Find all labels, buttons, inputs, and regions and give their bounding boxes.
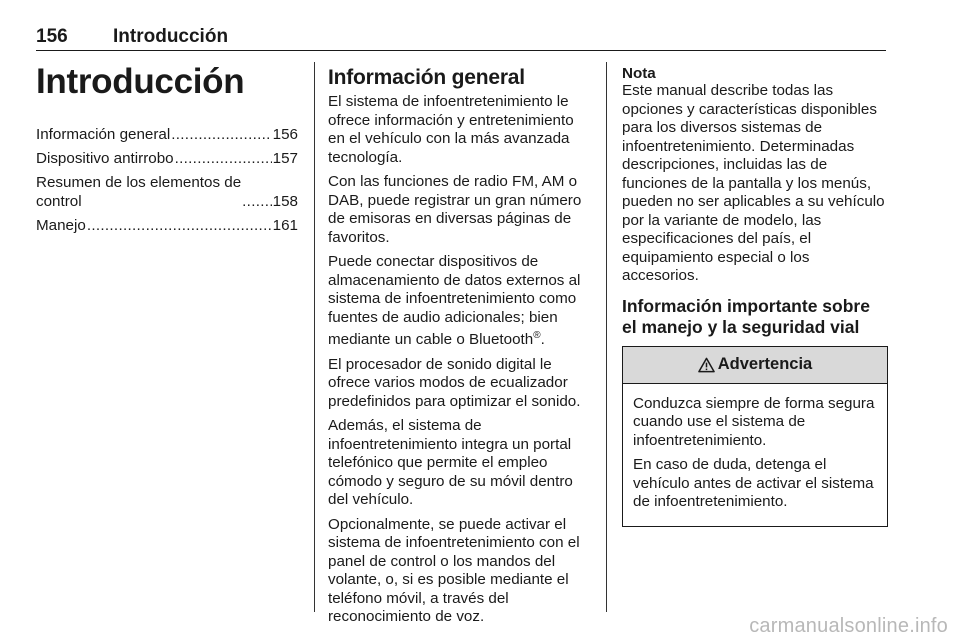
paragraph-end: . xyxy=(540,331,545,349)
column-divider xyxy=(606,62,607,612)
toc-item-page: 157 xyxy=(272,150,298,167)
toc-item[interactable] xyxy=(36,125,298,144)
paragraph: El sistema de infoentretenimiento le ofrece información y entretenimiento en el vehículo con la más avanzada tecnología. xyxy=(328,93,574,166)
running-chapter-title: Introducción xyxy=(113,26,229,47)
general-info-column xyxy=(328,66,592,633)
paragraph xyxy=(328,253,592,350)
paragraph-text: Puede conectar dispositivos de almacenamiento de datos externos al sistema de infoentretenimiento como fuentes de audio adicionales; bien mediante un cable o Bluetooth xyxy=(328,253,581,349)
warning-title: Advertencia xyxy=(717,355,813,373)
toc-item-label: Resumen de los elementos de control xyxy=(36,174,242,210)
page-header xyxy=(36,24,886,51)
toc-leader-dots xyxy=(242,192,272,211)
toc-item-label: Información general xyxy=(36,126,171,143)
section-title: Información general xyxy=(328,66,525,89)
warning-text: En caso de duda, detenga el vehículo antes de activar el sistema de infoentretenimiento. xyxy=(633,456,874,510)
toc-item-page: 158 xyxy=(272,193,298,210)
toc-leader-dots xyxy=(171,125,271,144)
toc-leader-dots xyxy=(87,216,272,235)
toc-column xyxy=(36,60,298,240)
subsection-title: Información importante sobre el manejo y la seguridad vial xyxy=(622,295,870,337)
toc-item-label: Manejo xyxy=(36,217,86,234)
registered-mark: ® xyxy=(533,330,541,341)
note-label: Nota xyxy=(622,65,656,82)
warning-body xyxy=(623,384,887,526)
watermark: carmanualsonline.info xyxy=(749,615,948,637)
toc-item[interactable] xyxy=(36,149,298,168)
toc-item-page: 156 xyxy=(272,126,298,143)
paragraph: Además, el sistema de infoentretenimiento integra un portal telefónico que permite el empleo cómodo y seguro de su móvil dentro del vehículo. xyxy=(328,417,573,509)
warning-header xyxy=(623,347,887,384)
note-and-safety-column xyxy=(622,66,888,527)
toc-item-label: Dispositivo antirrobo xyxy=(36,150,174,167)
note-text: Este manual describe todas las opciones y características disponibles para los diversos sistemas de infoentretenimiento. Determinadas descripciones, incluidas las de funciones de la pantalla y los menús, pueden no ser aplicables a su vehículo por la variante de modelo, las especificaciones del país, el equipamiento especial o los accesorios. xyxy=(622,82,885,284)
column-divider xyxy=(314,62,315,612)
warning-triangle-icon xyxy=(698,357,715,373)
paragraph: Opcionalmente, se puede activar el sistema de infoentretenimiento con el panel de control o los mandos del volante, o, si es posible mediante el teléfono móvil, a través del reconocimiento de voz. xyxy=(328,515,580,626)
toc-item-page: 161 xyxy=(272,217,298,234)
chapter-title: Introducción xyxy=(36,62,245,101)
warning-text: Conduzca siempre de forma segura cuando use el sistema de infoentretenimiento. xyxy=(633,394,875,449)
warning-box xyxy=(622,346,888,527)
paragraph: El procesador de sonido digital le ofrece varios modos de ecualizador predefinidos para optimizar el sonido. xyxy=(328,355,581,410)
page-number: 156 xyxy=(36,26,68,47)
paragraph: Con las funciones de radio FM, AM o DAB, puede registrar un gran número de emisoras en diversas páginas de favoritos. xyxy=(328,173,582,246)
toc-item[interactable] xyxy=(36,173,298,211)
toc-item[interactable] xyxy=(36,216,298,235)
toc-leader-dots xyxy=(175,149,272,168)
